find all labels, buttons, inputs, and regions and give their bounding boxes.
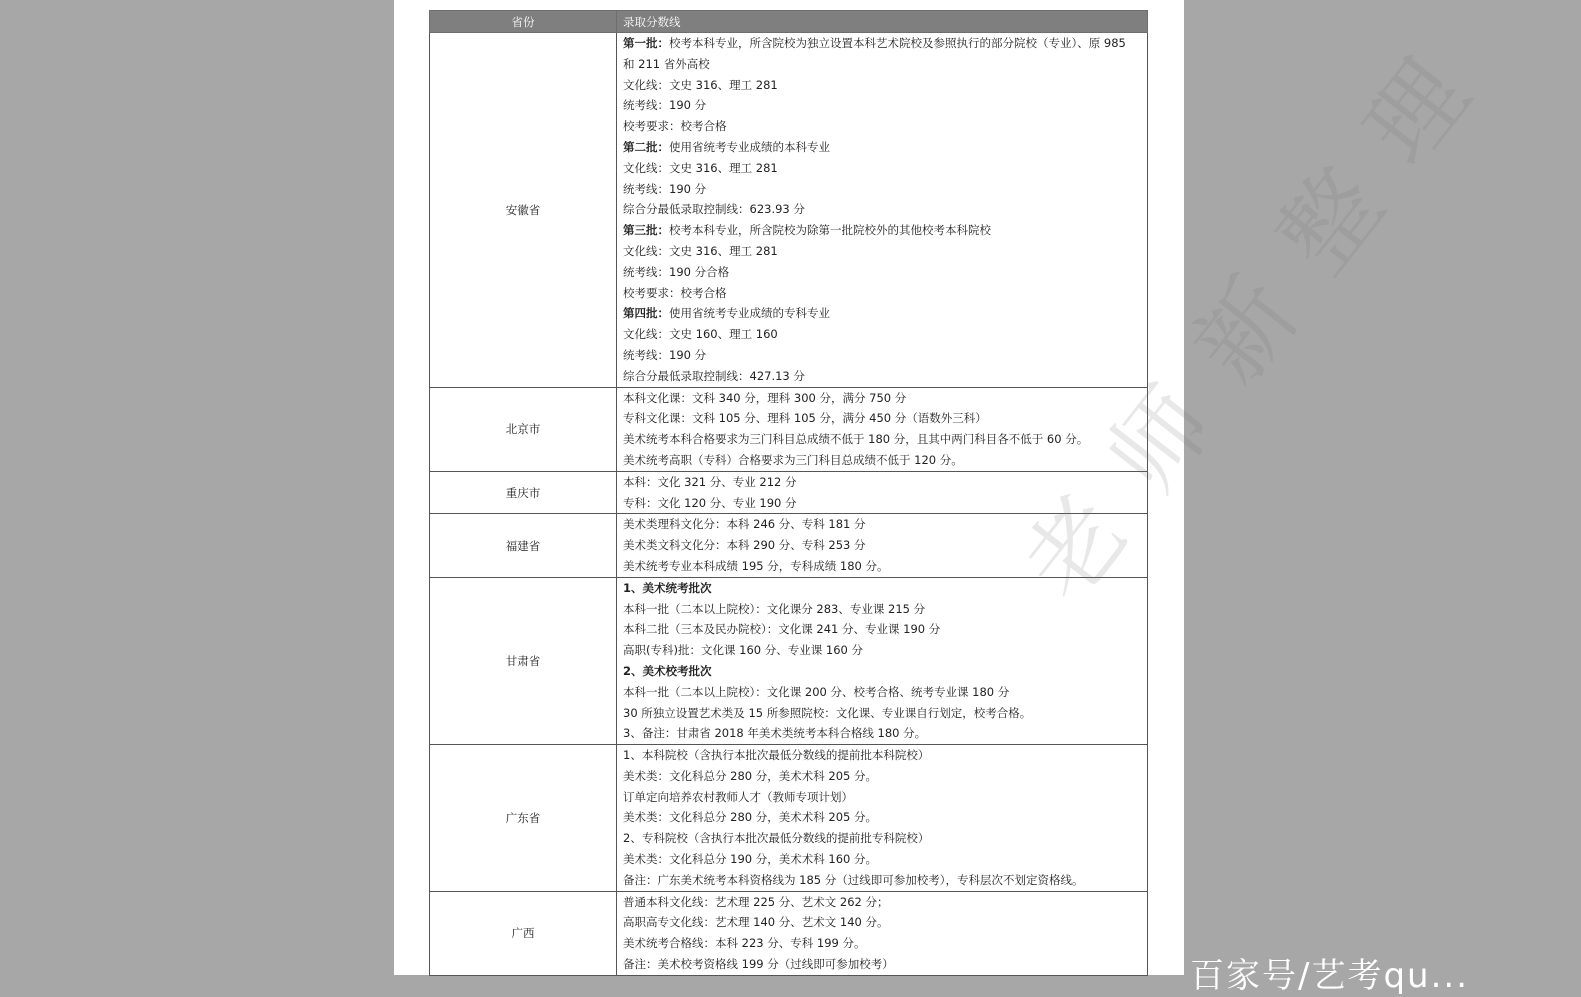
score-line: [623, 303, 1141, 324]
line-text: 专科：文化 120 分、专业 190 分: [623, 495, 797, 510]
line-text: 30 所独立设置艺术类及 15 所参照院校：文化课、专业课自行划定，校考合格。: [623, 705, 1032, 720]
document-page: [394, 0, 1495, 975]
line-text: 美术类：文化科总分 190 分，美术术科 160 分。: [623, 852, 878, 867]
score-line: [623, 954, 1141, 975]
admission-score-table: [429, 10, 1148, 976]
line-text: 高职高专文化线：艺术理 140 分、艺术文 140 分。: [623, 915, 889, 930]
batch-label: 1、美术统考批次: [623, 580, 712, 595]
corner-watermark: 百家号/艺考qu...: [1190, 956, 1470, 996]
score-line: [623, 599, 1141, 620]
line-text: 美术类文科文化分：本科 290 分、专科 253 分: [623, 538, 866, 553]
table-row: [430, 471, 1148, 514]
line-text: 综合分最低录取控制线：623.93 分: [623, 202, 805, 217]
score-line: [623, 723, 1141, 744]
score-line: [623, 892, 1141, 913]
line-text: 美术统考合格线：本科 223 分、专科 199 分。: [623, 936, 866, 951]
line-text: 文化线：文史 316、理工 281: [623, 160, 778, 175]
batch-label: 第二批：: [623, 139, 669, 154]
score-line: [623, 116, 1141, 137]
line-text: 校考本科专业，所含院校为独立设置本科艺术院校及参照执行的部分院校（专业）、原 985: [669, 36, 1126, 50]
score-line: [623, 429, 1141, 450]
table-row: [430, 891, 1148, 975]
score-line: [623, 514, 1141, 535]
score-line: [623, 619, 1141, 640]
score-line: [623, 345, 1141, 366]
line-text: 使用省统考专业成绩的本科专业: [669, 139, 830, 154]
line-text: 统考线：190 分: [623, 98, 707, 113]
line-text: 统考线：190 分: [623, 347, 707, 362]
score-detail-cell: [617, 577, 1148, 744]
score-line: [623, 137, 1141, 158]
line-text: 2、专科院校（含执行本批次最低分数线的提前批专科院校）: [623, 831, 930, 846]
table-header-row: [430, 11, 1148, 33]
batch-label: 第四批：: [623, 306, 669, 321]
province-cell: 广东省: [430, 745, 617, 892]
province-cell: 北京市: [430, 387, 617, 471]
score-line: [623, 388, 1141, 409]
score-line: [623, 703, 1141, 724]
line-text: 普通本科文化线：艺术理 225 分、艺术文 262 分；: [623, 894, 889, 909]
score-line: [623, 95, 1141, 116]
line-text: 美术统考本科合格要求为三门科目总成绩不低于 180 分，且其中两门科目各不低于 60 分。: [623, 432, 1089, 447]
score-line: [623, 366, 1141, 387]
province-cell: 福建省: [430, 514, 617, 577]
watermark-text: 老 师 新 整 理: [1001, 35, 1495, 622]
batch-label: 第三批：: [623, 223, 669, 238]
line-text: 美术类：文化科总分 280 分，美术术科 205 分。: [623, 810, 878, 825]
line-text: 本科：文化 321 分、专业 212 分: [623, 474, 797, 489]
score-detail-cell: [617, 471, 1148, 514]
line-text: 高职(专科)批：文化课 160 分、专业课 160 分: [623, 643, 863, 658]
score-detail-cell: [617, 387, 1148, 471]
score-line: [623, 33, 1141, 54]
score-line: [623, 241, 1141, 262]
line-text: 美术类理科文化分：本科 246 分、专科 181 分: [623, 517, 866, 532]
table-row: [430, 514, 1148, 577]
line-text: 美术类：文化科总分 280 分，美术术科 205 分。: [623, 768, 878, 783]
header-province: 省份: [430, 11, 617, 33]
score-line: [623, 158, 1141, 179]
line-text: 文化线：文史 316、理工 281: [623, 77, 778, 92]
score-line: [623, 933, 1141, 954]
score-line: [623, 912, 1141, 933]
line-text: 订单定向培养农村教师人才（教师专项计划）: [623, 789, 853, 804]
line-text: 专科文化课：文科 105 分、理科 105 分，满分 450 分（语数外三科）: [623, 411, 987, 426]
score-line: [623, 472, 1141, 493]
province-cell: 甘肃省: [430, 577, 617, 744]
line-text: 备注：广东美术统考本科资格线为 185 分（过线即可参加校考），专科层次不划定资格线。: [623, 872, 1084, 887]
score-line: [623, 849, 1141, 870]
score-line: [623, 766, 1141, 787]
line-text: 综合分最低录取控制线：427.13 分: [623, 368, 805, 383]
score-line: [623, 75, 1141, 96]
province-cell: 广西: [430, 891, 617, 975]
line-text: 校考本科专业，所含院校为除第一批院校外的其他校考本科院校: [669, 223, 991, 238]
score-line: [623, 283, 1141, 304]
score-line: [623, 450, 1141, 471]
line-text: 使用省统考专业成绩的专科专业: [669, 306, 830, 321]
line-text: 文化线：文史 316、理工 281: [623, 243, 778, 258]
score-line: [623, 661, 1141, 682]
table-row: [430, 745, 1148, 892]
score-line: [623, 870, 1141, 891]
line-text: 本科一批（二本以上院校）：文化课 200 分、校考合格、统考专业课 180 分: [623, 684, 1010, 699]
score-line: [623, 828, 1141, 849]
table-row: [430, 33, 1148, 388]
score-line: [623, 324, 1141, 345]
score-line: [623, 408, 1141, 429]
line-text: 美术统考专业本科成绩 195 分，专科成绩 180 分。: [623, 558, 889, 573]
score-line: [623, 556, 1141, 577]
score-line: [623, 807, 1141, 828]
line-text: 美术统考高职（专科）合格要求为三门科目总成绩不低于 120 分。: [623, 452, 963, 467]
score-detail-cell: [617, 891, 1148, 975]
line-text: 本科文化课：文科 340 分，理科 300 分，满分 750 分: [623, 390, 907, 405]
score-detail-cell: [617, 745, 1148, 892]
line-text: 统考线：190 分: [623, 181, 707, 196]
province-cell: 重庆市: [430, 471, 617, 514]
score-line: [623, 578, 1141, 599]
score-detail-cell: [617, 514, 1148, 577]
header-score-line: 录取分数线: [617, 11, 1148, 33]
line-text: 本科一批（二本以上院校）：文化课分 283、专业课 215 分: [623, 601, 926, 616]
score-line: [623, 179, 1141, 200]
score-line: [623, 262, 1141, 283]
score-line: [623, 493, 1141, 514]
table-row: [430, 577, 1148, 744]
batch-label: 第一批：: [623, 36, 669, 50]
line-text: 备注：美术校考资格线 199 分（过线即可参加校考）: [623, 957, 894, 972]
table-body: [430, 33, 1148, 976]
line-text: 3、备注：甘肃省 2018 年美术类统考本科合格线 180 分。: [623, 726, 927, 741]
score-line: [623, 787, 1141, 808]
score-line: [623, 199, 1141, 220]
score-line: [623, 54, 1141, 75]
table-row: [430, 387, 1148, 471]
line-text: 文化线：文史 160、理工 160: [623, 327, 778, 342]
score-line: [623, 745, 1141, 766]
batch-label: 2、美术校考批次: [623, 663, 712, 678]
line-text: 校考要求：校考合格: [623, 285, 727, 300]
line-text: 统考线：190 分合格: [623, 264, 730, 279]
score-line: [623, 640, 1141, 661]
score-line: [623, 682, 1141, 703]
score-line: [623, 220, 1141, 241]
line-text: 和 211 省外高校: [623, 56, 710, 71]
score-line: [623, 535, 1141, 556]
line-text: 本科二批（三本及民办院校）：文化课 241 分、专业课 190 分: [623, 622, 941, 637]
score-detail-cell: [617, 33, 1148, 388]
province-cell: 安徽省: [430, 33, 617, 388]
line-text: 1、本科院校（含执行本批次最低分数线的提前批本科院校）: [623, 748, 930, 763]
line-text: 校考要求：校考合格: [623, 119, 727, 134]
